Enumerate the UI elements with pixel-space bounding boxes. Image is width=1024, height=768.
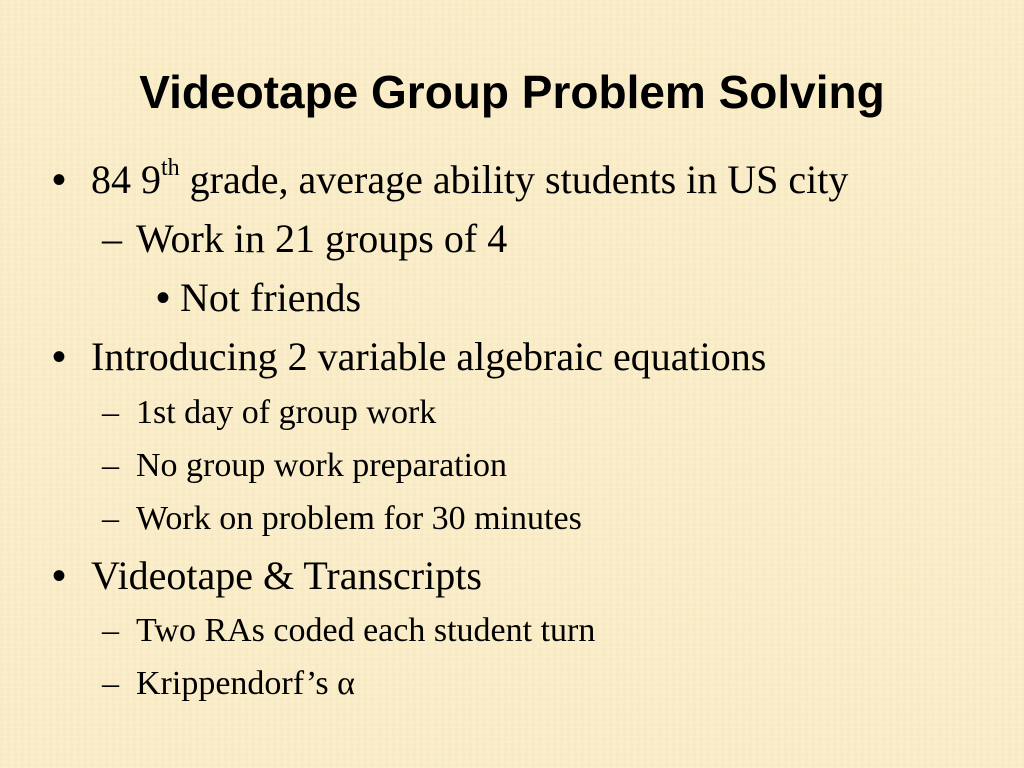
dash-marker: – <box>102 612 119 649</box>
subitem-text: Work in 21 groups of 4 <box>136 216 508 261</box>
subsubitem-text: Not friends <box>180 275 362 320</box>
subitem-text: Krippendorf’s α <box>136 665 355 702</box>
bullet-text-part: grade, average ability students in US city <box>179 157 849 202</box>
bullet-marker: • <box>52 554 67 598</box>
slide-title: Videotape Group Problem Solving <box>139 66 885 118</box>
bullet-marker: • <box>52 335 67 379</box>
subitem-text: No group work preparation <box>136 447 508 484</box>
dash-marker: – <box>102 216 122 261</box>
bullet-marker: • <box>156 276 171 320</box>
bullet-text: Introducing 2 variable algebraic equations <box>91 334 767 379</box>
dash-marker: – <box>102 665 119 702</box>
subitem-text: 1st day of group work <box>136 394 437 431</box>
ordinal-superscript: th <box>161 155 180 181</box>
subitem-text: Two RAs coded each student turn <box>136 612 596 649</box>
bullet-marker: • <box>52 158 67 202</box>
dash-marker: – <box>102 394 119 431</box>
dash-marker: – <box>102 447 119 484</box>
bullet-text <box>91 157 848 203</box>
bullet-text: Videotape & Transcripts <box>91 553 482 598</box>
bullet-text-part: 84 9 <box>91 157 161 202</box>
dash-marker: – <box>102 500 119 537</box>
subitem-text: Work on problem for 30 minutes <box>136 500 582 537</box>
